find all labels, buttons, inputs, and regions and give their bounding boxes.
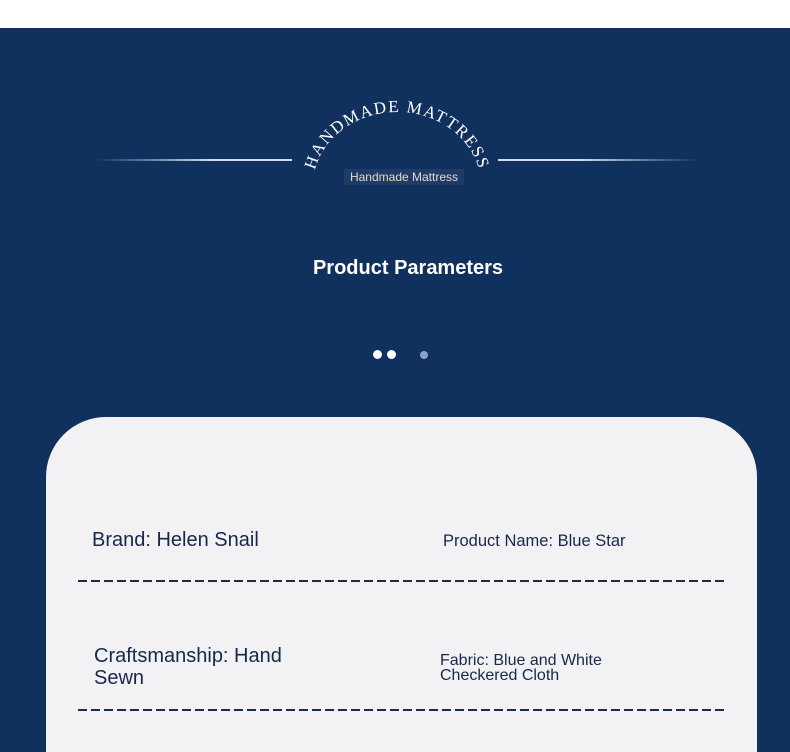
section-title: Product Parameters (312, 257, 504, 279)
carousel-dot-1[interactable] (373, 350, 382, 359)
carousel-dot-2[interactable] (387, 350, 396, 359)
top-white-strip (0, 0, 790, 28)
carousel-dots (0, 350, 790, 360)
param-product-name: Product Name: Blue Star (443, 532, 626, 550)
dashed-divider-1 (78, 580, 724, 582)
decorative-line-right (498, 159, 698, 161)
dashed-divider-2 (78, 709, 724, 711)
logo-arc-text: HANDMADE MATTRESS (300, 96, 494, 172)
param-brand: Brand: Helen Snail (92, 529, 259, 551)
param-craftsmanship: Craftsmanship: Hand Sewn (94, 645, 282, 689)
carousel-dot-3[interactable] (420, 351, 428, 359)
logo-subtitle: Handmade Mattress (344, 169, 464, 185)
decorative-line-left (95, 159, 292, 161)
param-fabric: Fabric: Blue and White Checkered Cloth (440, 652, 602, 684)
parameters-card (46, 417, 757, 752)
